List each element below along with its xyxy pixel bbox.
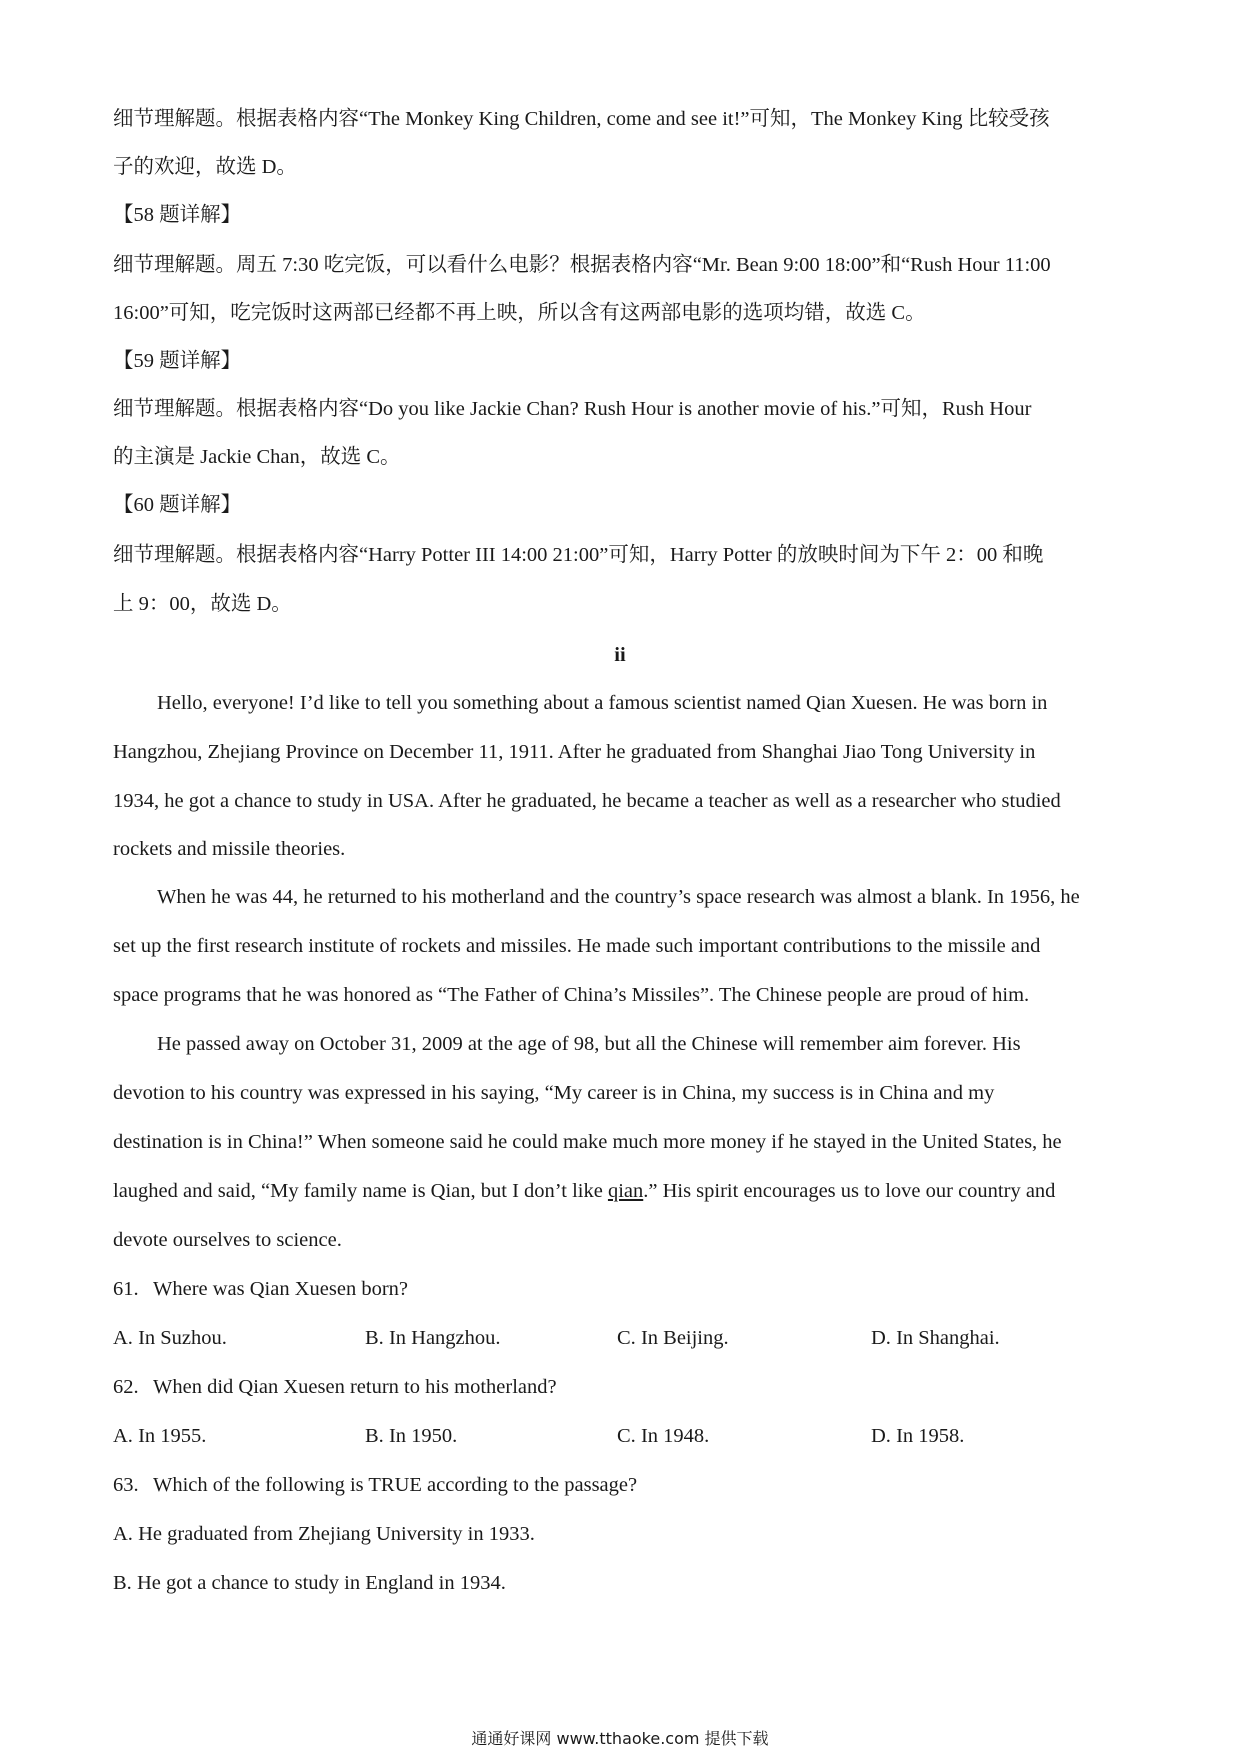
option-61-b[interactable]: [365, 1323, 501, 1353]
explanation-line: 细节理解题。周五 7:30 吃完饭，可以看什么电影？根据表格内容“Mr. Bean 9:00 18:00”和“Rush Hour 11:00: [113, 254, 1051, 276]
page-footer: 通通好课网 www.tthaoke.com 提供下载: [471, 1729, 769, 1748]
section-heading: ii: [614, 644, 626, 666]
passage-text: .” His spirit encourages us to love our country and: [643, 1180, 1056, 1202]
explanation-line: 16:00”可知，吃完饭时这两部已经都不再上映，所以含有这两部电影的选项均错，故选 C。: [113, 302, 926, 324]
option-text: In Hangzhou.: [388, 1327, 501, 1349]
option-text: He got a chance to study in England in 1934.: [136, 1572, 506, 1594]
option-letter: A.: [113, 1327, 133, 1349]
explanation-line: 细节理解题。根据表格内容“Harry Potter III 14:00 21:00”可知，Harry Potter 的放映时间为下午 2：00 和晚: [113, 544, 1044, 566]
question-text: Which of the following is TRUE according to the passage?: [153, 1474, 638, 1496]
option-61-c[interactable]: [617, 1323, 729, 1353]
passage-line: Hangzhou, Zhejiang Province on December 11, 1911. After he graduated from Shanghai Jiao Tong University in: [113, 741, 1036, 763]
option-letter: D.: [871, 1425, 891, 1447]
option-text: In 1958.: [896, 1425, 965, 1447]
option-text: In 1955.: [138, 1425, 207, 1447]
option-62-b[interactable]: [365, 1421, 457, 1451]
option-text: In 1948.: [640, 1425, 710, 1447]
underlined-word: qian: [607, 1180, 644, 1202]
passage-line: devote ourselves to science.: [113, 1229, 342, 1251]
passage-text: laughed and said, “My family name is Qian, but I don’t like: [113, 1180, 608, 1202]
option-letter: A.: [113, 1425, 133, 1447]
option-61-a[interactable]: [113, 1323, 227, 1353]
question-number: 63.: [113, 1474, 139, 1496]
question-62: [113, 1372, 1133, 1402]
option-text: In Suzhou.: [138, 1327, 227, 1349]
question-number: 62.: [113, 1376, 139, 1398]
explanation-heading-60: 【60 题详解】: [113, 494, 242, 516]
passage-line: He passed away on October 31, 2009 at the age of 98, but all the Chinese will remember aim forever. His: [157, 1033, 1021, 1055]
option-text: In Beijing.: [640, 1327, 729, 1349]
option-text: In Shanghai.: [896, 1327, 1000, 1349]
passage-line: 1934, he got a chance to study in USA. After he graduated, he became a teacher as well as a researcher who studied: [113, 790, 1061, 812]
option-letter: C.: [617, 1425, 636, 1447]
option-letter: B.: [365, 1425, 384, 1447]
option-62-a[interactable]: [113, 1421, 206, 1451]
explanation-heading-58: 【58 题详解】: [113, 204, 242, 226]
option-letter: D.: [871, 1327, 891, 1349]
explanation-line: 上 9：00，故选 D。: [113, 593, 292, 615]
question-63: [113, 1470, 1133, 1500]
explanation-line: 细节理解题。根据表格内容“The Monkey King Children, come and see it!”可知，The Monkey King 比较受孩: [113, 108, 1050, 130]
option-letter: C.: [617, 1327, 636, 1349]
passage-line: Hello, everyone! I’d like to tell you something about a famous scientist named Qian Xuesen. He was born in: [157, 692, 1048, 714]
passage-line: rockets and missile theories.: [113, 838, 346, 860]
option-letter: B.: [113, 1572, 132, 1594]
question-text: Where was Qian Xuesen born?: [153, 1278, 409, 1300]
passage-line: destination is in China!” When someone said he could make much more money if he stayed in the United States, he: [113, 1131, 1062, 1153]
explanation-line: 的主演是 Jackie Chan，故选 C。: [113, 446, 401, 468]
passage-line: When he was 44, he returned to his motherland and the country’s space research was almost a blank. In 1956, he: [157, 886, 1080, 908]
option-letter: A.: [113, 1523, 133, 1545]
option-text: In 1950.: [388, 1425, 458, 1447]
option-letter: B.: [365, 1327, 384, 1349]
explanation-heading-59: 【59 题详解】: [113, 350, 242, 372]
option-62-d[interactable]: [871, 1421, 964, 1451]
explanation-line: 细节理解题。根据表格内容“Do you like Jackie Chan? Rush Hour is another movie of his.”可知，Rush Hour: [113, 398, 1032, 420]
option-62-c[interactable]: [617, 1421, 709, 1451]
explanation-line: 子的欢迎，故选 D。: [113, 156, 297, 178]
question-number: 61.: [113, 1278, 139, 1300]
question-61: [113, 1274, 1133, 1304]
option-63-b[interactable]: [113, 1568, 506, 1598]
passage-line: [113, 1176, 1133, 1206]
passage-line: set up the first research institute of rockets and missiles. He made such important contributions to the missile and: [113, 935, 1041, 957]
option-63-a[interactable]: [113, 1519, 535, 1549]
option-text: He graduated from Zhejiang University in 1933.: [138, 1523, 535, 1545]
passage-line: devotion to his country was expressed in his saying, “My career is in China, my success is in China and my: [113, 1082, 995, 1104]
option-61-d[interactable]: [871, 1323, 1000, 1353]
passage-line: space programs that he was honored as “The Father of China’s Missiles”. The Chinese people are proud of him.: [113, 984, 1030, 1006]
question-text: When did Qian Xuesen return to his motherland?: [153, 1376, 557, 1398]
